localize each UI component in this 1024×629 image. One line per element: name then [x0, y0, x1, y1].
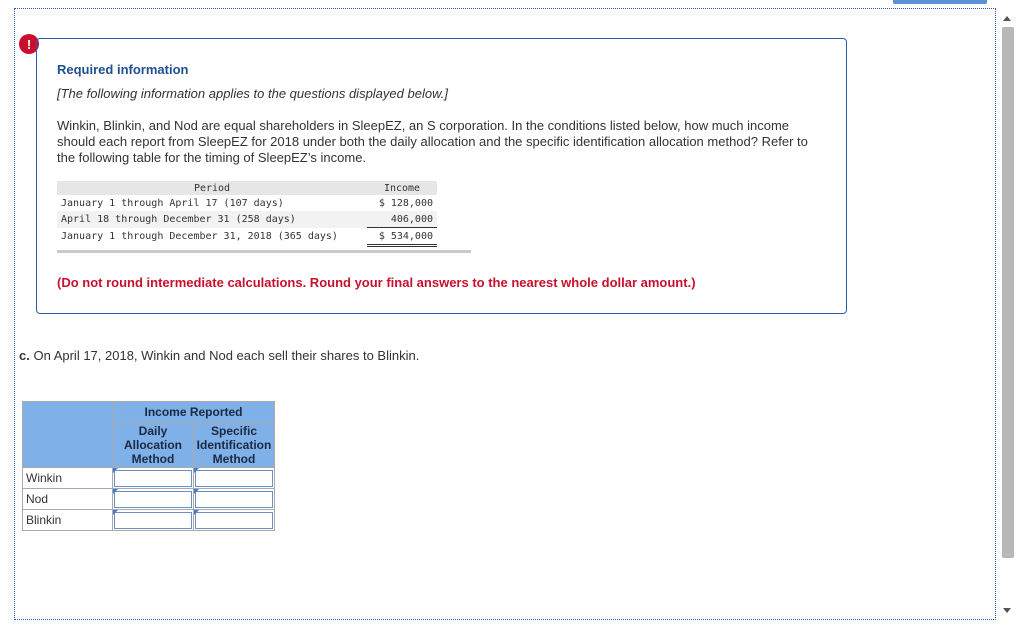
question-part-label: c. [19, 348, 30, 363]
row-label-nod: Nod [23, 489, 113, 510]
alert-icon: ! [19, 34, 39, 54]
winkin-specific-input[interactable] [195, 470, 273, 487]
row-label-header [23, 402, 113, 468]
scroll-thumb[interactable] [1002, 27, 1014, 558]
winkin-daily-input[interactable] [114, 470, 192, 487]
scroll-down-icon[interactable] [1003, 608, 1011, 613]
input-marker-icon [113, 489, 118, 494]
required-information-title: Required information [57, 62, 189, 77]
input-marker-icon [113, 468, 118, 473]
income-header: Income [367, 181, 437, 195]
problem-text: Winkin, Blinkin, and Nod are equal shareholders in SleepEZ, an S corporation. In the conditions listed below, how much income should each report from SleepEZ for 2018 under both the daily allocation and the specific identification allocation method? Refer to the following table for the timing of SleepEZ’s income. [57, 118, 808, 165]
table-row [23, 468, 275, 489]
daily-allocation-header: Daily Allocation Method [113, 423, 194, 468]
scroll-up-icon[interactable] [1003, 16, 1011, 21]
period-header: Period [57, 181, 367, 195]
vertical-scrollbar[interactable] [999, 10, 1017, 616]
answer-cell [113, 510, 194, 531]
input-marker-icon [194, 489, 199, 494]
nod-daily-input[interactable] [114, 491, 192, 508]
period-cell: January 1 through December 31, 2018 (365 days) [61, 231, 338, 242]
nod-specific-input[interactable] [195, 491, 273, 508]
answer-cell [194, 468, 275, 489]
question-c [19, 348, 419, 363]
answer-cell [113, 489, 194, 510]
answer-table [22, 401, 275, 531]
row-label-blinkin: Blinkin [23, 510, 113, 531]
blinkin-specific-input[interactable] [195, 512, 273, 529]
income-cell: $ 128,000 [378, 197, 433, 209]
rounding-instruction: (Do not round intermediate calculations. Round your final answers to the nearest whole dollar amount.) [57, 275, 696, 290]
table-row [23, 489, 275, 510]
answer-cell [194, 489, 275, 510]
input-marker-icon [194, 468, 199, 473]
input-marker-icon [113, 510, 118, 515]
table-row [23, 510, 275, 531]
period-cell: April 18 through December 31 (258 days) [57, 211, 367, 228]
required-information-panel [36, 38, 847, 314]
row-label-winkin: Winkin [23, 468, 113, 489]
applies-note: [The following information applies to the questions displayed below.] [57, 86, 448, 101]
question-text: On April 17, 2018, Winkin and Nod each sell their shares to Blinkin. [33, 348, 420, 363]
income-cell: 406,000 [367, 211, 437, 228]
period-cell: January 1 through April 17 (107 days) [61, 197, 284, 209]
answer-cell [194, 510, 275, 531]
answer-cell [113, 468, 194, 489]
blinkin-daily-input[interactable] [114, 512, 192, 529]
income-reported-header: Income Reported [113, 402, 275, 423]
specific-identification-header: Specific Identification Method [194, 423, 275, 468]
income-period-table [57, 181, 437, 247]
input-marker-icon [194, 510, 199, 515]
top-tab-indicator[interactable] [893, 0, 987, 4]
table-divider [57, 250, 471, 253]
income-total-cell: $ 534,000 [367, 228, 437, 246]
